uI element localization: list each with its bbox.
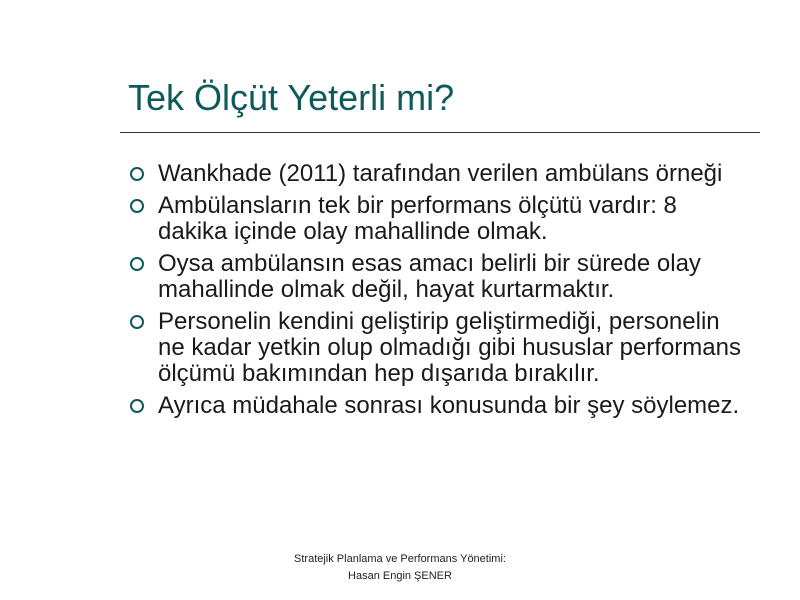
bullet-list	[130, 161, 745, 425]
title-divider	[120, 132, 760, 133]
bullet-text: Wankhade (2011) tarafından verilen ambülans örneği	[158, 160, 723, 187]
bullet-text: Ayrıca müdahale sonrası konusunda bir şey söylemez.	[158, 392, 740, 419]
bullet-text: Ambülansların tek bir performans ölçütü vardır: 8 dakika içinde olay mahallinde olmak.	[158, 192, 677, 245]
bullet-circle-icon	[130, 315, 144, 329]
bullet-item	[130, 393, 745, 419]
bullet-item	[130, 309, 745, 387]
footer-line-author: Hasan Engin ŞENER	[348, 570, 452, 582]
slide-footer	[0, 551, 800, 585]
bullet-circle-icon	[130, 199, 144, 213]
bullet-circle-icon	[130, 399, 144, 413]
bullet-circle-icon	[130, 167, 144, 181]
bullet-text: Personelin kendini geliştirip geliştirmediği, personelin ne kadar yetkin olup olmadığı gibi hususlar performans ölçümü bakımından hep dışarıda bırakılır.	[158, 308, 741, 387]
bullet-item	[130, 161, 745, 187]
footer-line-course: Stratejik Planlama ve Performans Yönetimi:	[294, 553, 506, 565]
bullet-item	[130, 193, 745, 245]
bullet-text: Oysa ambülansın esas amacı belirli bir sürede olay mahallinde olmak değil, hayat kurtarmaktır.	[158, 250, 701, 303]
bullet-item	[130, 251, 745, 303]
bullet-circle-icon	[130, 257, 144, 271]
slide-title: Tek Ölçüt Yeterli mi?	[128, 77, 455, 118]
